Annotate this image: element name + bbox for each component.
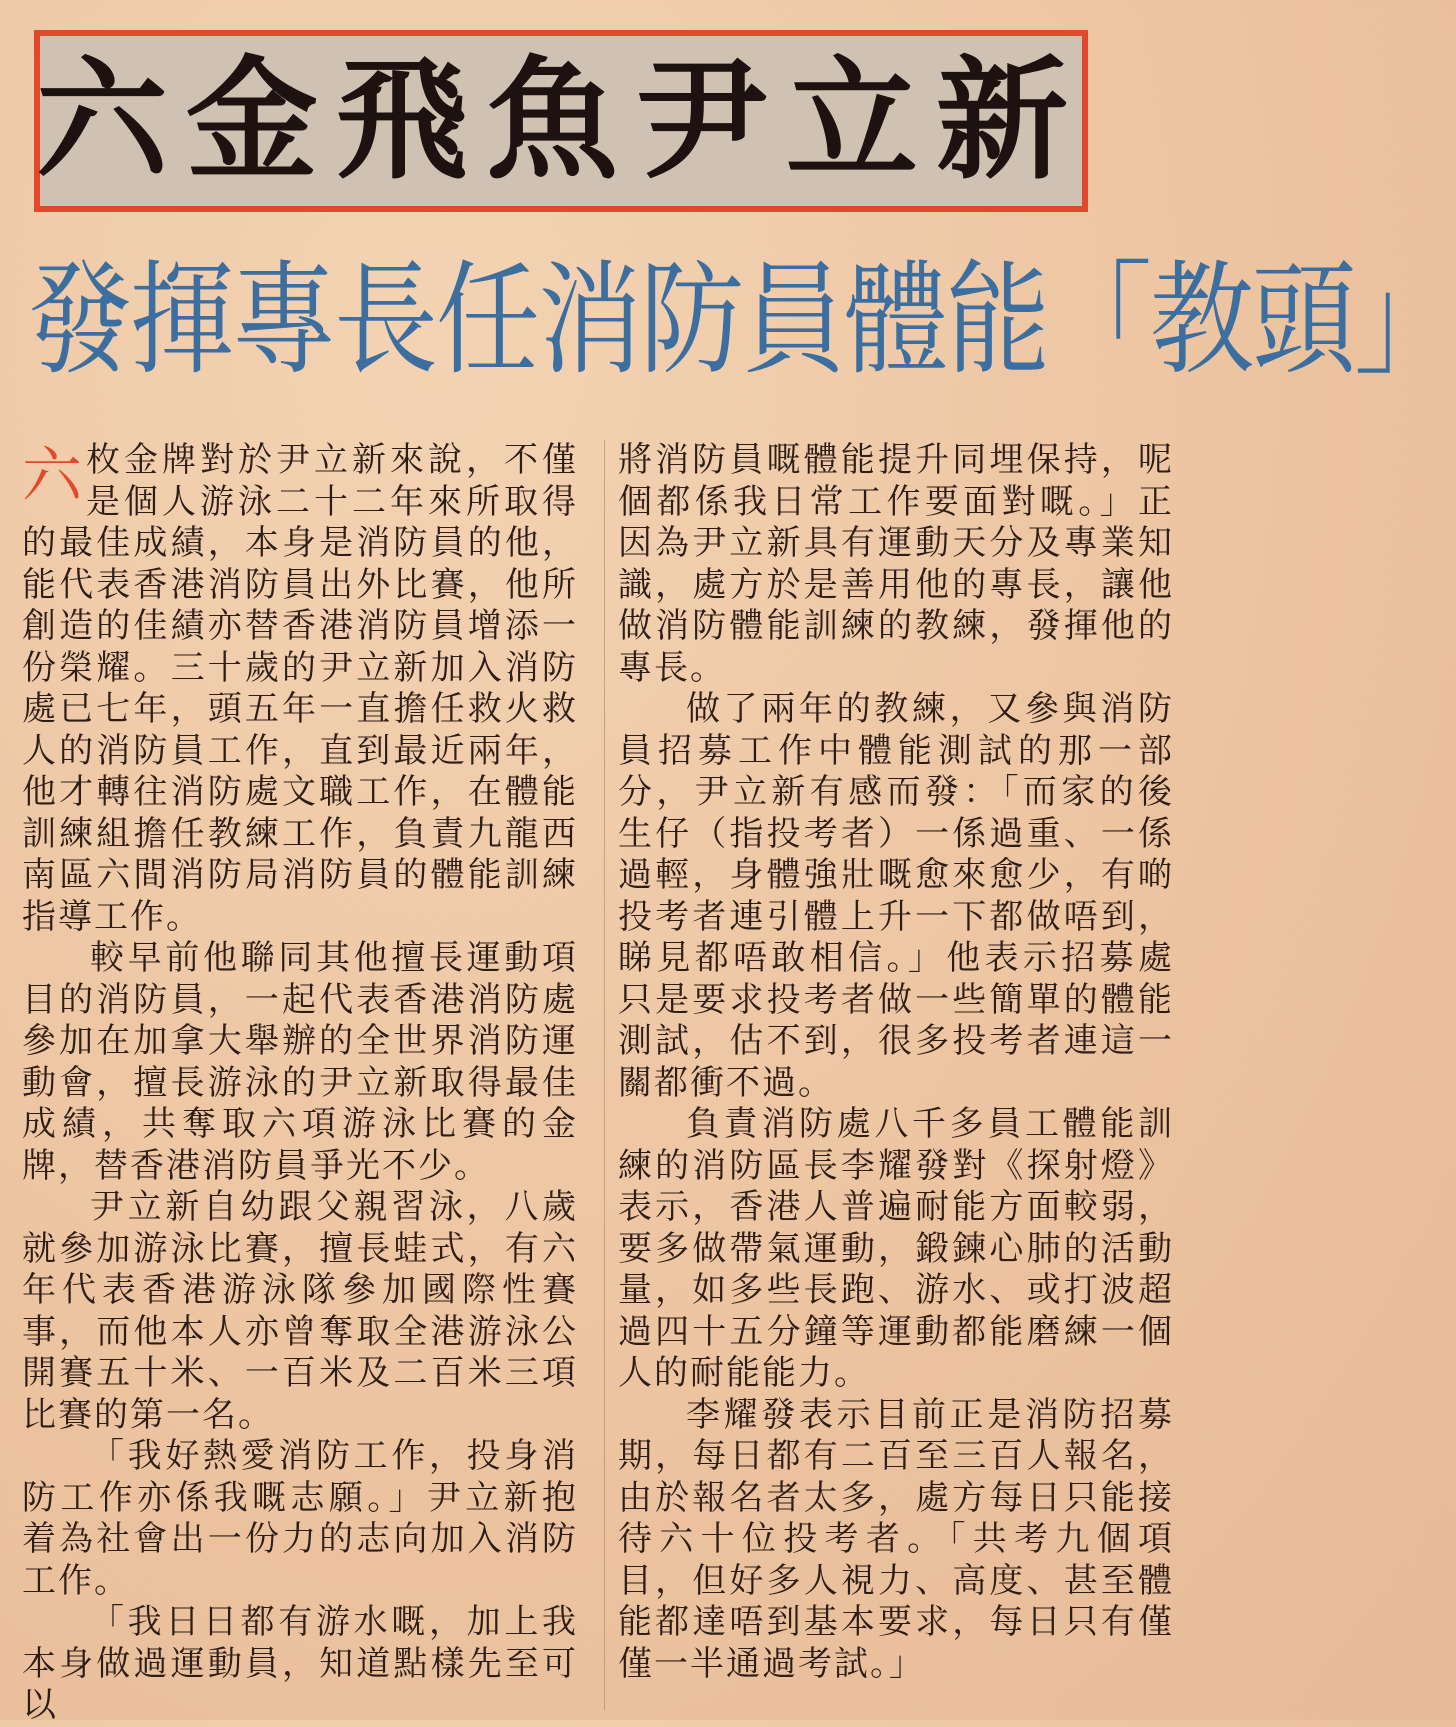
paragraph: 「我好熱愛消防工作，投身消防工作亦係我嘅志願。」尹立新抱着為社會出一份力的志向加入消防工作。 xyxy=(22,1436,578,1601)
paragraph: 李耀發表示目前正是消防招募期，每日都有二百至三百人報名，由於報名者太多，處方每日只能接待六十位投考者。「共考九個項目，但好多人視力、高度、甚至體能都達唔到基本要求，每日只有僅僅一半通過考試。」 xyxy=(618,1394,1174,1684)
headline-box xyxy=(34,30,1088,212)
dropcap: 六 xyxy=(22,441,84,511)
paragraph: 尹立新自幼跟父親習泳，八歲就參加游泳比賽，擅長蛙式，有六年代表香港游泳隊參加國際性賽事，而他本人亦曾奪取全港游泳公開賽五十米、一百米及二百米三項比賽的第一名。 xyxy=(22,1187,578,1435)
headline: 六金飛魚尹立新 xyxy=(36,43,1086,198)
paragraph: 將消防員嘅體能提升同埋保持，呢個都係我日常工作要面對嘅。」正因為尹立新具有運動天分及專業知識，處方於是善用他的專長，讓他做消防體能訓練的教練，發揮他的專長。 xyxy=(618,440,1174,688)
left-column xyxy=(22,440,578,1725)
paragraph: 做了兩年的教練，又參與消防員招募工作中體能測試的那一部分，尹立新有感而發：「而家的後生仔（指投考者）一係過重、一係過輕，身體強壯嘅愈來愈少，有啲投考者連引體上升一下都做唔到，睇見都唔敢相信。」他表示招募處只是要求投考者做一些簡單的體能測試，估不到，很多投考者連這一關都衝不過。 xyxy=(618,689,1174,1103)
column-divider xyxy=(604,440,605,1710)
paragraph: 較早前他聯同其他擅長運動項目的消防員，一起代表香港消防處參加在加拿大舉辦的全世界消防運動會，擅長游泳的尹立新取得最佳成績，共奪取六項游泳比賽的金牌，替香港消防員爭光不少。 xyxy=(22,938,578,1186)
right-column xyxy=(618,440,1174,1710)
paragraph: 負責消防處八千多員工體能訓練的消防區長李耀發對《探射燈》表示，香港人普遍耐能方面較弱，要多做帶氣運動，鍛鍊心肺的活動量，如多些長跑、游水、或打波超過四十五分鐘等運動都能磨練一個人的耐能能力。 xyxy=(618,1104,1174,1393)
paragraph: 「我日日都有游水嘅，加上我本身做過運動員，知道點樣先至可以 xyxy=(22,1602,578,1725)
article-body xyxy=(22,440,1182,1725)
subheadline: 發揮專長任消防員體能「教頭」 xyxy=(28,248,1456,392)
paragraph: 枚金牌對於尹立新來說，不僅是個人游泳二十二年來所取得的最佳成績，本身是消防員的他，能代表香港消防員出外比賽，他所創造的佳績亦替香港消防員增添一份榮耀。三十歲的尹立新加入消防處已七年，頭五年一直擔任救火救人的消防員工作，直到最近兩年，他才轉往消防處文職工作，在體能訓練組擔任教練工作，負責九龍西南區六間消防局消防員的體能訓練指導工作。 xyxy=(22,440,578,937)
